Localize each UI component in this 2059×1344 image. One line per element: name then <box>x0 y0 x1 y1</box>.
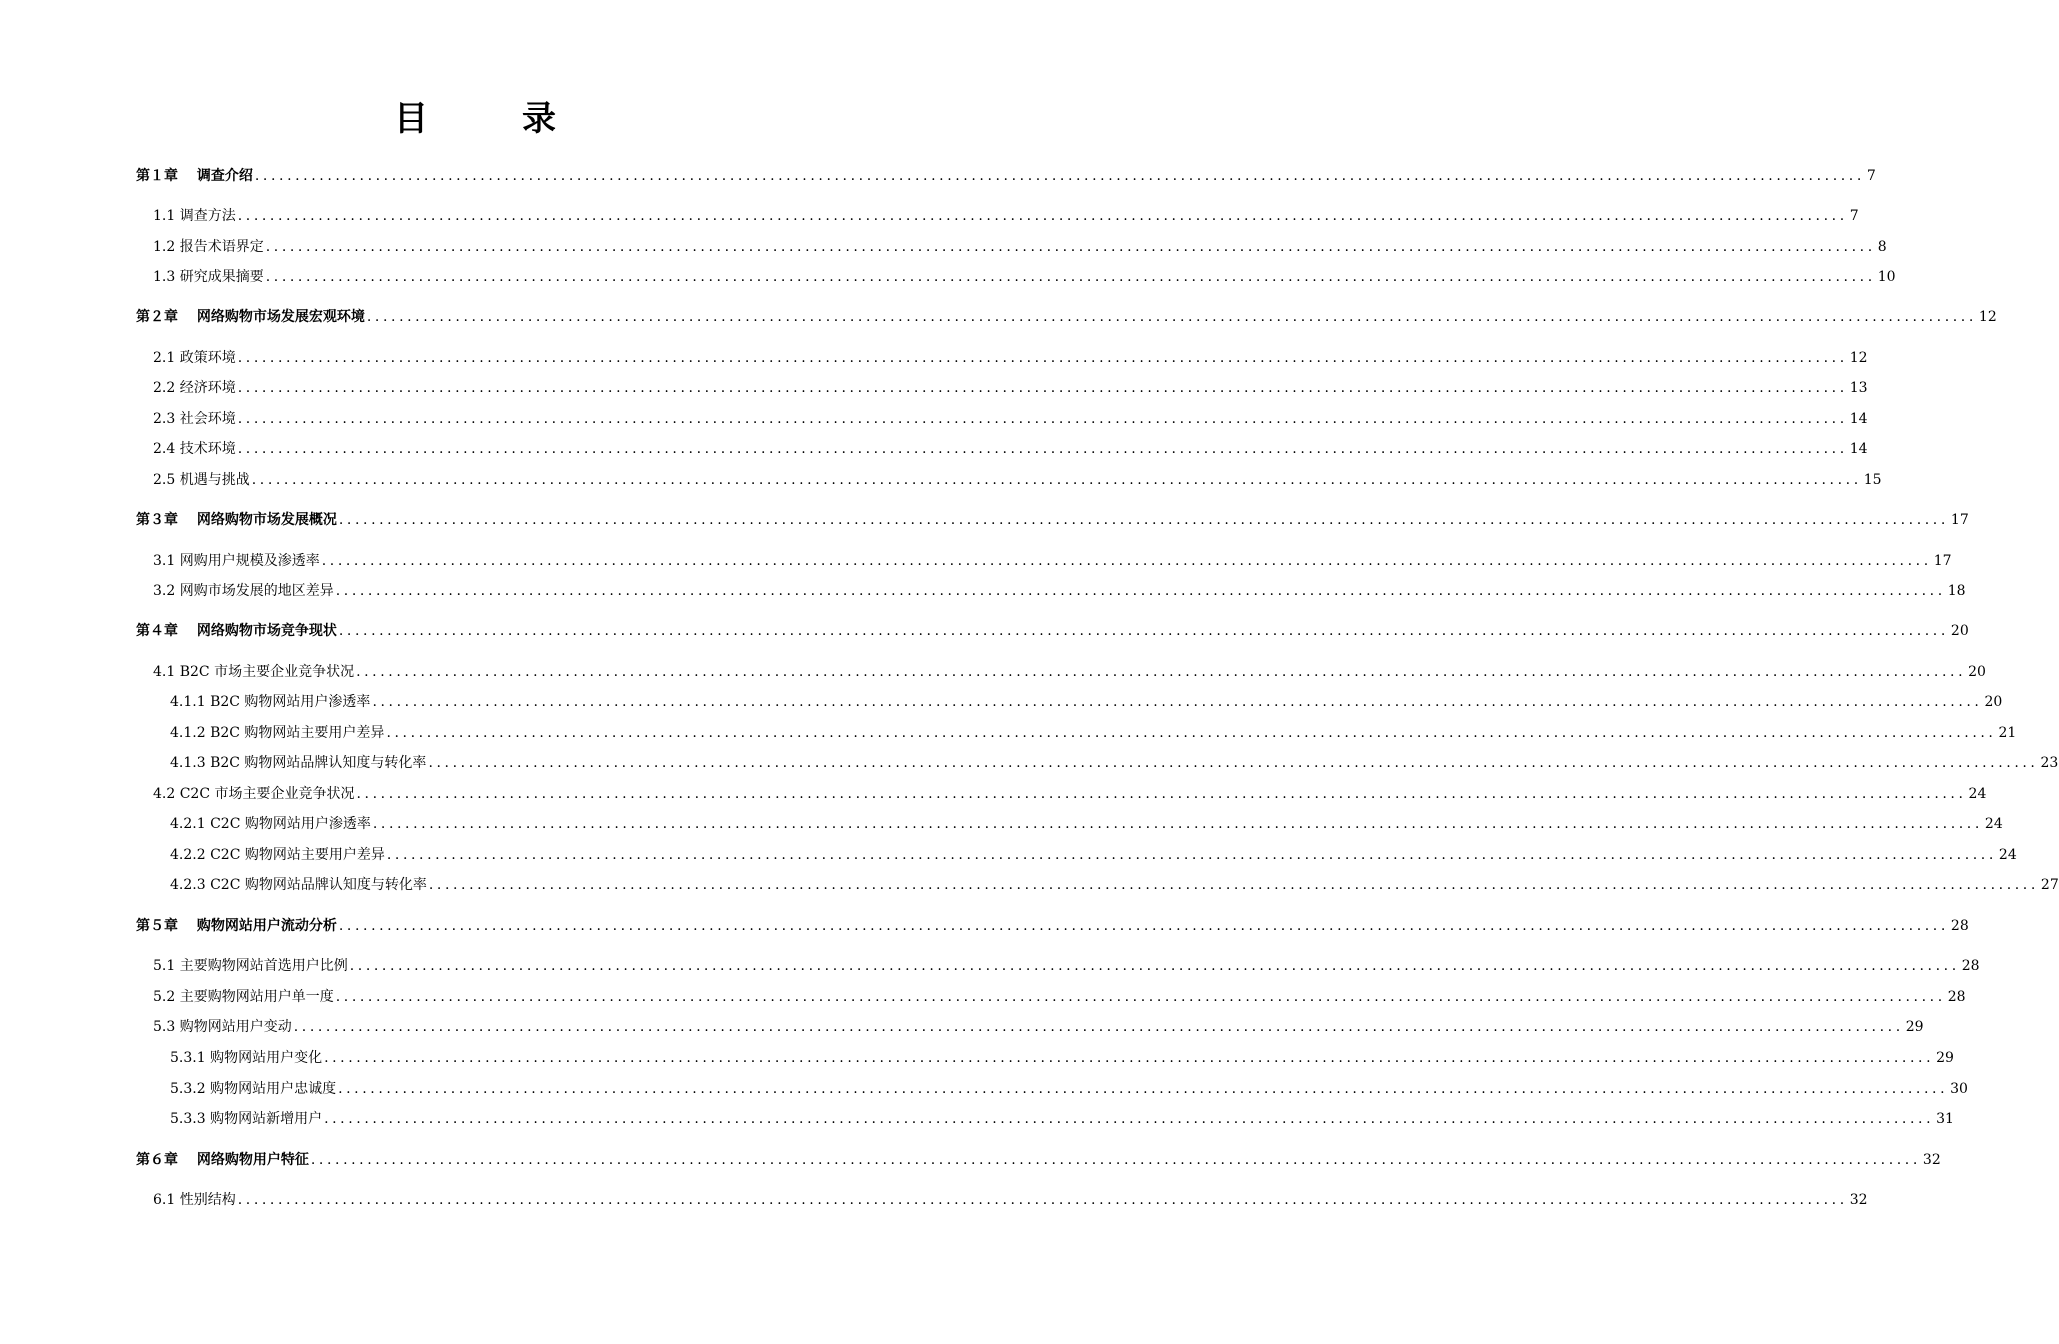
toc-entry-label: 3.1 网购用户规模及渗透率 <box>153 553 320 569</box>
toc-entry-label: 1.3 研究成果摘要 <box>153 269 264 285</box>
toc-section-entry[interactable] <box>170 723 2017 743</box>
toc-entry-label: 2.1 政策环境 <box>153 350 236 366</box>
toc-page-number: 32 <box>1922 1152 1941 1168</box>
toc-leader-dots: ........................................................................................................................................................................................................ <box>356 786 1967 802</box>
toc-leader-dots: ........................................................................................................................................................................................................ <box>338 623 1949 639</box>
toc-page-number: 10 <box>1877 269 1896 285</box>
toc-entry-label: 1.2 报告术语界定 <box>153 239 264 255</box>
toc-entry-label: 4.1.2 B2C 购物网站主要用户差异 <box>170 725 385 741</box>
toc-chapter-entry[interactable] <box>136 621 1969 641</box>
toc-chapter-entry[interactable] <box>136 916 1969 936</box>
toc-page-number: 8 <box>1877 239 1887 255</box>
toc-chapter-entry[interactable] <box>136 166 1876 186</box>
toc-page-number: 28 <box>1950 918 1969 934</box>
toc-page-number: 27 <box>2040 877 2059 893</box>
toc-leader-dots: ........................................................................................................................................................................................................ <box>372 694 1983 710</box>
toc-leader-dots: ........................................................................................................................................................................................................ <box>265 239 1876 255</box>
toc-leader-dots: ........................................................................................................................................................................................................ <box>428 755 2039 771</box>
toc-page-number: 28 <box>1947 989 1966 1005</box>
toc-section-entry[interactable] <box>153 1190 1868 1210</box>
toc-section-entry[interactable] <box>153 470 1882 490</box>
toc-section-entry[interactable] <box>170 1109 1954 1129</box>
toc-entry-label: 5.3 购物网站用户变动 <box>153 1019 292 1035</box>
toc-leader-dots: ........................................................................................................................................................................................................ <box>254 168 1865 184</box>
toc-entry-label: 5.3.3 购物网站新增用户 <box>170 1111 323 1127</box>
toc-entry-label: 2.3 社会环境 <box>153 411 236 427</box>
toc-page-number: 24 <box>1968 786 1987 802</box>
toc-section-entry[interactable] <box>170 753 2059 773</box>
toc-section-entry[interactable] <box>170 1048 1954 1068</box>
toc-entry-label: 第１章 调查介绍 <box>136 168 253 184</box>
toc-leader-dots: ........................................................................................................................................................................................................ <box>428 877 2039 893</box>
toc-page-number: 32 <box>1849 1192 1868 1208</box>
toc-entry-label: 6.1 性别结构 <box>153 1192 236 1208</box>
toc-section-entry[interactable] <box>153 551 1952 571</box>
toc-leader-dots: ........................................................................................................................................................................................................ <box>338 512 1949 528</box>
toc-leader-dots: ........................................................................................................................................................................................................ <box>321 553 1932 569</box>
toc-page-number: 20 <box>1950 623 1969 639</box>
toc-leader-dots: ........................................................................................................................................................................................................ <box>349 958 1960 974</box>
toc-leader-dots: ........................................................................................................................................................................................................ <box>366 309 1977 325</box>
toc-section-entry[interactable] <box>153 237 1887 257</box>
toc-entry-label: 4.1 B2C 市场主要企业竞争状况 <box>153 664 355 680</box>
toc-page-number: 24 <box>1984 816 2003 832</box>
toc-leader-dots: ........................................................................................................................................................................................................ <box>324 1111 1935 1127</box>
toc-entry-label: 4.2.3 C2C 购物网站品牌认知度与转化率 <box>170 877 427 893</box>
toc-section-entry[interactable] <box>153 409 1868 429</box>
toc-section-entry[interactable] <box>153 581 1966 601</box>
toc-leader-dots: ........................................................................................................................................................................................................ <box>251 472 1862 488</box>
toc-leader-dots: ........................................................................................................................................................................................................ <box>324 1050 1935 1066</box>
toc-page-number: 12 <box>1978 309 1997 325</box>
toc-page-number: 17 <box>1933 553 1952 569</box>
toc-section-entry[interactable] <box>153 206 1859 226</box>
toc-page-number: 28 <box>1961 958 1980 974</box>
toc-entry-label: 2.2 经济环境 <box>153 380 236 396</box>
toc-entry-label: 4.1.1 B2C 购物网站用户渗透率 <box>170 694 371 710</box>
toc-entry-label: 第６章 网络购物用户特征 <box>136 1152 309 1168</box>
toc-leader-dots: ........................................................................................................................................................................................................ <box>265 269 1876 285</box>
toc-entry-label: 1.1 调查方法 <box>153 208 236 224</box>
toc-page-number: 20 <box>1984 694 2003 710</box>
toc-page-number: 17 <box>1950 512 1969 528</box>
toc-leader-dots: ........................................................................................................................................................................................................ <box>338 1081 1949 1097</box>
toc-page-number: 31 <box>1936 1111 1954 1127</box>
toc-entry-label: 4.2.1 C2C 购物网站用户渗透率 <box>170 816 371 832</box>
toc-section-entry[interactable] <box>170 845 2017 865</box>
toc-page-number: 20 <box>1968 664 1986 680</box>
toc-page-number: 13 <box>1849 380 1868 396</box>
toc-page-number: 30 <box>1950 1081 1968 1097</box>
toc-page-number: 12 <box>1849 350 1868 366</box>
toc-page-number: 23 <box>2040 755 2059 771</box>
toc-section-entry[interactable] <box>153 1017 1924 1037</box>
toc-leader-dots: ........................................................................................................................................................................................................ <box>338 918 1949 934</box>
toc-page-number: 18 <box>1947 583 1966 599</box>
toc-section-entry[interactable] <box>153 267 1896 287</box>
toc-leader-dots: ........................................................................................................................................................................................................ <box>335 583 1946 599</box>
toc-leader-dots: ........................................................................................................................................................................................................ <box>356 664 1967 680</box>
toc-entry-label: 5.3.1 购物网站用户变化 <box>170 1050 323 1066</box>
toc-page-number: 14 <box>1849 441 1868 457</box>
toc-page-number: 29 <box>1936 1050 1954 1066</box>
toc-page-number: 14 <box>1849 411 1868 427</box>
toc-section-entry[interactable] <box>153 348 1868 368</box>
toc-entry-label: 第４章 网络购物市场竞争现状 <box>136 623 337 639</box>
toc-leader-dots: ........................................................................................................................................................................................................ <box>310 1152 1921 1168</box>
toc-entry-label: 2.4 技术环境 <box>153 441 236 457</box>
toc-page-number: 24 <box>1998 847 2017 863</box>
toc-entry-label: 第５章 购物网站用户流动分析 <box>136 918 337 934</box>
toc-entry-label: 4.1.3 B2C 购物网站品牌认知度与转化率 <box>170 755 427 771</box>
toc-chapter-entry[interactable] <box>136 307 1997 327</box>
toc-leader-dots: ........................................................................................................................................................................................................ <box>293 1019 1904 1035</box>
toc-page-number: 29 <box>1905 1019 1924 1035</box>
toc-chapter-entry[interactable] <box>136 510 1969 530</box>
toc-leader-dots: ........................................................................................................................................................................................................ <box>372 816 1983 832</box>
toc-page-number: 15 <box>1863 472 1882 488</box>
toc-leader-dots: ........................................................................................................................................................................................................ <box>237 1192 1848 1208</box>
toc-page-number: 21 <box>1998 725 2017 741</box>
toc-leader-dots: ........................................................................................................................................................................................................ <box>237 441 1848 457</box>
toc-section-entry[interactable] <box>153 378 1868 398</box>
toc-section-entry[interactable] <box>170 692 2003 712</box>
toc-section-entry[interactable] <box>170 814 2003 834</box>
toc-chapter-entry[interactable] <box>136 1150 1941 1170</box>
toc-entry-label: 3.2 网购市场发展的地区差异 <box>153 583 334 599</box>
toc-entry-label: 第２章 网络购物市场发展宏观环境 <box>136 309 365 325</box>
toc-entry-label: 4.2.2 C2C 购物网站主要用户差异 <box>170 847 385 863</box>
toc-entry-label: 第３章 网络购物市场发展概况 <box>136 512 337 528</box>
toc-leader-dots: ........................................................................................................................................................................................................ <box>237 411 1848 427</box>
toc-leader-dots: ........................................................................................................................................................................................................ <box>386 847 1997 863</box>
toc-leader-dots: ........................................................................................................................................................................................................ <box>335 989 1946 1005</box>
toc-section-entry[interactable] <box>153 662 1986 682</box>
toc-section-entry[interactable] <box>153 784 1987 804</box>
toc-leader-dots: ........................................................................................................................................................................................................ <box>386 725 1997 741</box>
toc-section-entry[interactable] <box>170 1079 1968 1099</box>
toc-entry-label: 4.2 C2C 市场主要企业竞争状况 <box>153 786 355 802</box>
toc-page-number: 7 <box>1866 168 1876 184</box>
toc-section-entry[interactable] <box>153 439 1868 459</box>
page-title: 目 录 <box>394 99 586 139</box>
toc-section-entry[interactable] <box>153 987 1966 1007</box>
toc-entry-label: 2.5 机遇与挑战 <box>153 472 250 488</box>
toc-leader-dots: ........................................................................................................................................................................................................ <box>237 350 1848 366</box>
toc-leader-dots: ........................................................................................................................................................................................................ <box>237 208 1848 224</box>
toc-entry-label: 5.3.2 购物网站用户忠诚度 <box>170 1081 337 1097</box>
toc-entry-label: 5.1 主要购物网站首选用户比例 <box>153 958 348 974</box>
toc-leader-dots: ........................................................................................................................................................................................................ <box>237 380 1848 396</box>
toc-section-entry[interactable] <box>153 956 1980 976</box>
toc-section-entry[interactable] <box>170 875 2059 895</box>
toc-page-number: 7 <box>1849 208 1859 224</box>
toc-entry-label: 5.2 主要购物网站用户单一度 <box>153 989 334 1005</box>
